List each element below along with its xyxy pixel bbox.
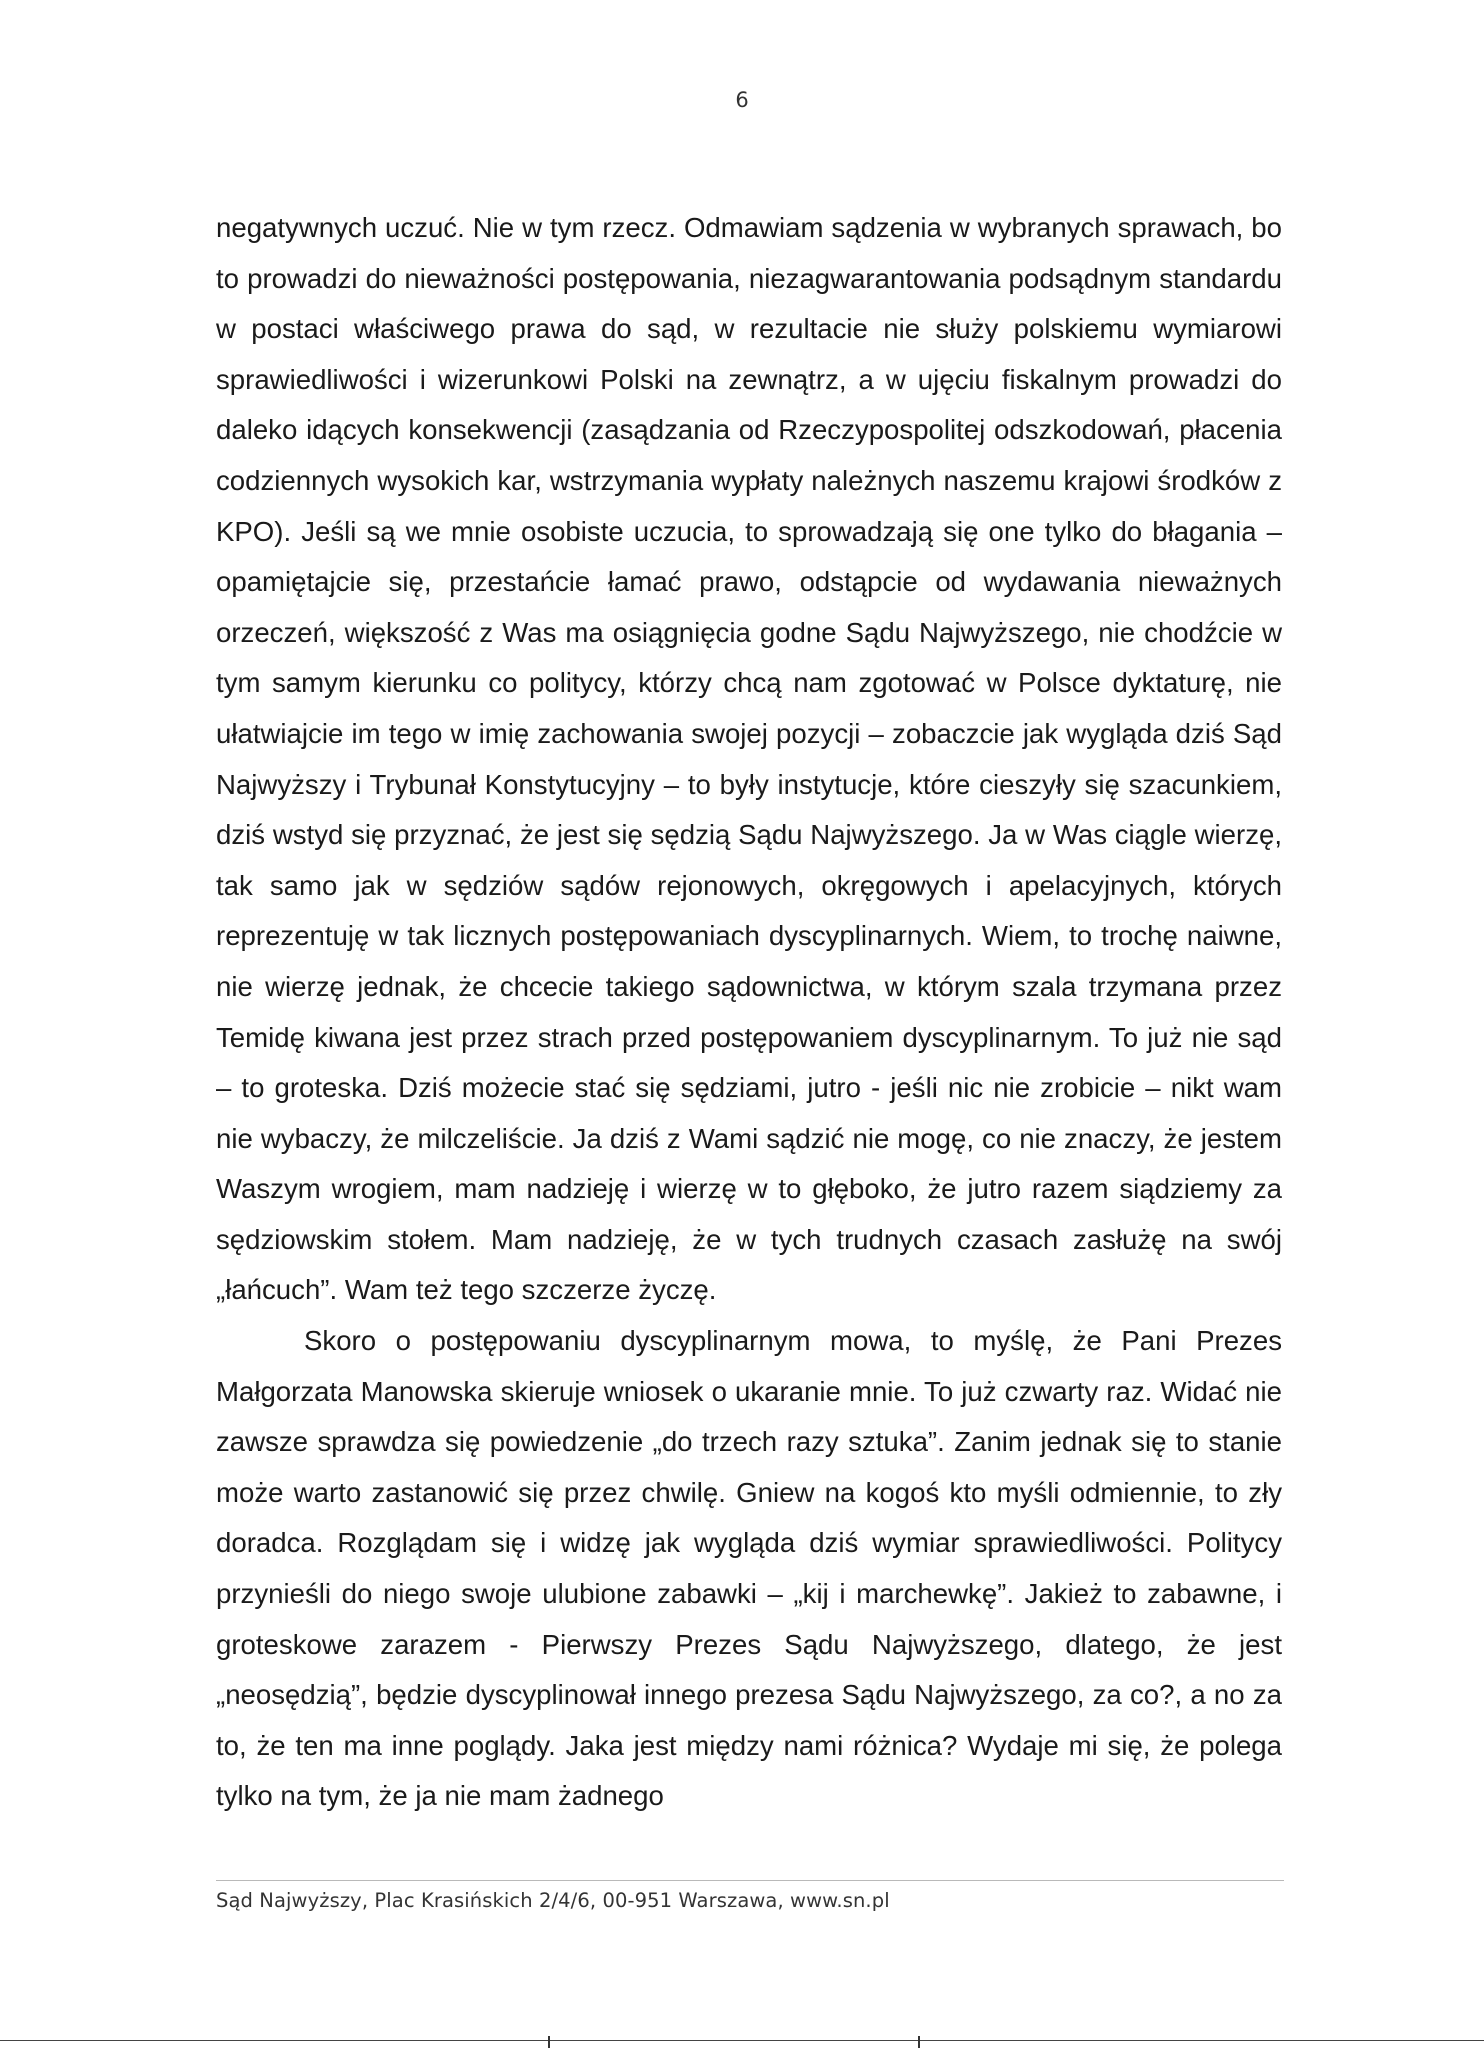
- page-number: 6: [735, 88, 749, 112]
- footer-address: Sąd Najwyższy, Plac Krasińskich 2/4/6, 00-951 Warszawa, www.sn.pl: [216, 1889, 890, 1912]
- scan-mark-right: [918, 2036, 920, 2048]
- document-body: [216, 203, 1282, 1822]
- scan-mark-left: [548, 2036, 550, 2048]
- paragraph-1: negatywnych uczuć. Nie w tym rzecz. Odmawiam sądzenia w wybranych sprawach, bo to prowadzi do nieważności postępowania, niezagwarantowania podsądnym standardu w postaci właściwego prawa do sąd, w rezultacie nie służy polskiemu wymiarowi sprawiedliwości i wizerunkowi Polski na zewnątrz, a w ujęciu fiskalnym prowadzi do daleko idących konsekwencji (zasądzania od Rzeczypospolitej odszkodowań, płacenia codziennych wysokich kar, wstrzymania wypłaty należnych naszemu krajowi środków z KPO). Jeśli są we mnie osobiste uczucia, to sprowadzają się one tylko do błagania – opamiętajcie się, przestańcie łamać prawo, odstąpcie od wydawania nieważnych orzeczeń, większość z Was ma osiągnięcia godne Sądu Najwyższego, nie chodźcie w tym samym kierunku co politycy, którzy chcą nam zgotować w Polsce dyktaturę, nie ułatwiajcie im tego w imię zachowania swojej pozycji – zobaczcie jak wygląda dziś Sąd Najwyższy i Trybunał Konstytucyjny – to były instytucje, które cieszyły się szacunkiem, dziś wstyd się przyznać, że jest się sędzią Sądu Najwyższego. Ja w Was ciągle wierzę, tak samo jak w sędziów sądów rejonowych, okręgowych i apelacyjnych, których reprezentuję w tak licznych postępowaniach dyscyplinarnych. Wiem, to trochę naiwne, nie wierzę jednak, że chcecie takiego sądownictwa, w którym szala trzymana przez Temidę kiwana jest przez strach przed postępowaniem dyscyplinarnym. To już nie sąd – to groteska. Dziś możecie stać się sędziami, jutro - jeśli nic nie zrobicie – nikt wam nie wybaczy, że milczeliście. Ja dziś z Wami sądzić nie mogę, co nie znaczy, że jestem Waszym wrogiem, mam nadzieję i wierzę w to głęboko, że jutro razem siądziemy za sędziowskim stołem. Mam nadzieję, że w tych trudnych czasach zasłużę na swój „łańcuch”. Wam też tego szczerze życzę.: [216, 212, 1282, 1306]
- scan-edge-line: [0, 2040, 1484, 2041]
- paragraph-2: Skoro o postępowaniu dyscyplinarnym mowa, to myślę, że Pani Prezes Małgorzata Manowska skieruje wniosek o ukaranie mnie. To już czwarty raz. Widać nie zawsze sprawdza się powiedzenie „do trzech razy sztuka”. Zanim jednak się to stanie może warto zastanowić się przez chwilę. Gniew na kogoś kto myśli odmiennie, to zły doradca. Rozglądam się i widzę jak wygląda dziś wymiar sprawiedliwości. Politycy przynieśli do niego swoje ulubione zabawki – „kij i marchewkę”. Jakież to zabawne, i groteskowe zarazem - Pierwszy Prezes Sądu Najwyższego, dlatego, że jest „neosędzią”, będzie dyscyplinował innego prezesa Sądu Najwyższego, za co?, a no za to, że ten ma inne poglądy. Jaka jest między nami różnica? Wydaje mi się, że polega tylko na tym, że ja nie mam żadnego: [216, 1325, 1282, 1812]
- footer-divider: [216, 1880, 1284, 1881]
